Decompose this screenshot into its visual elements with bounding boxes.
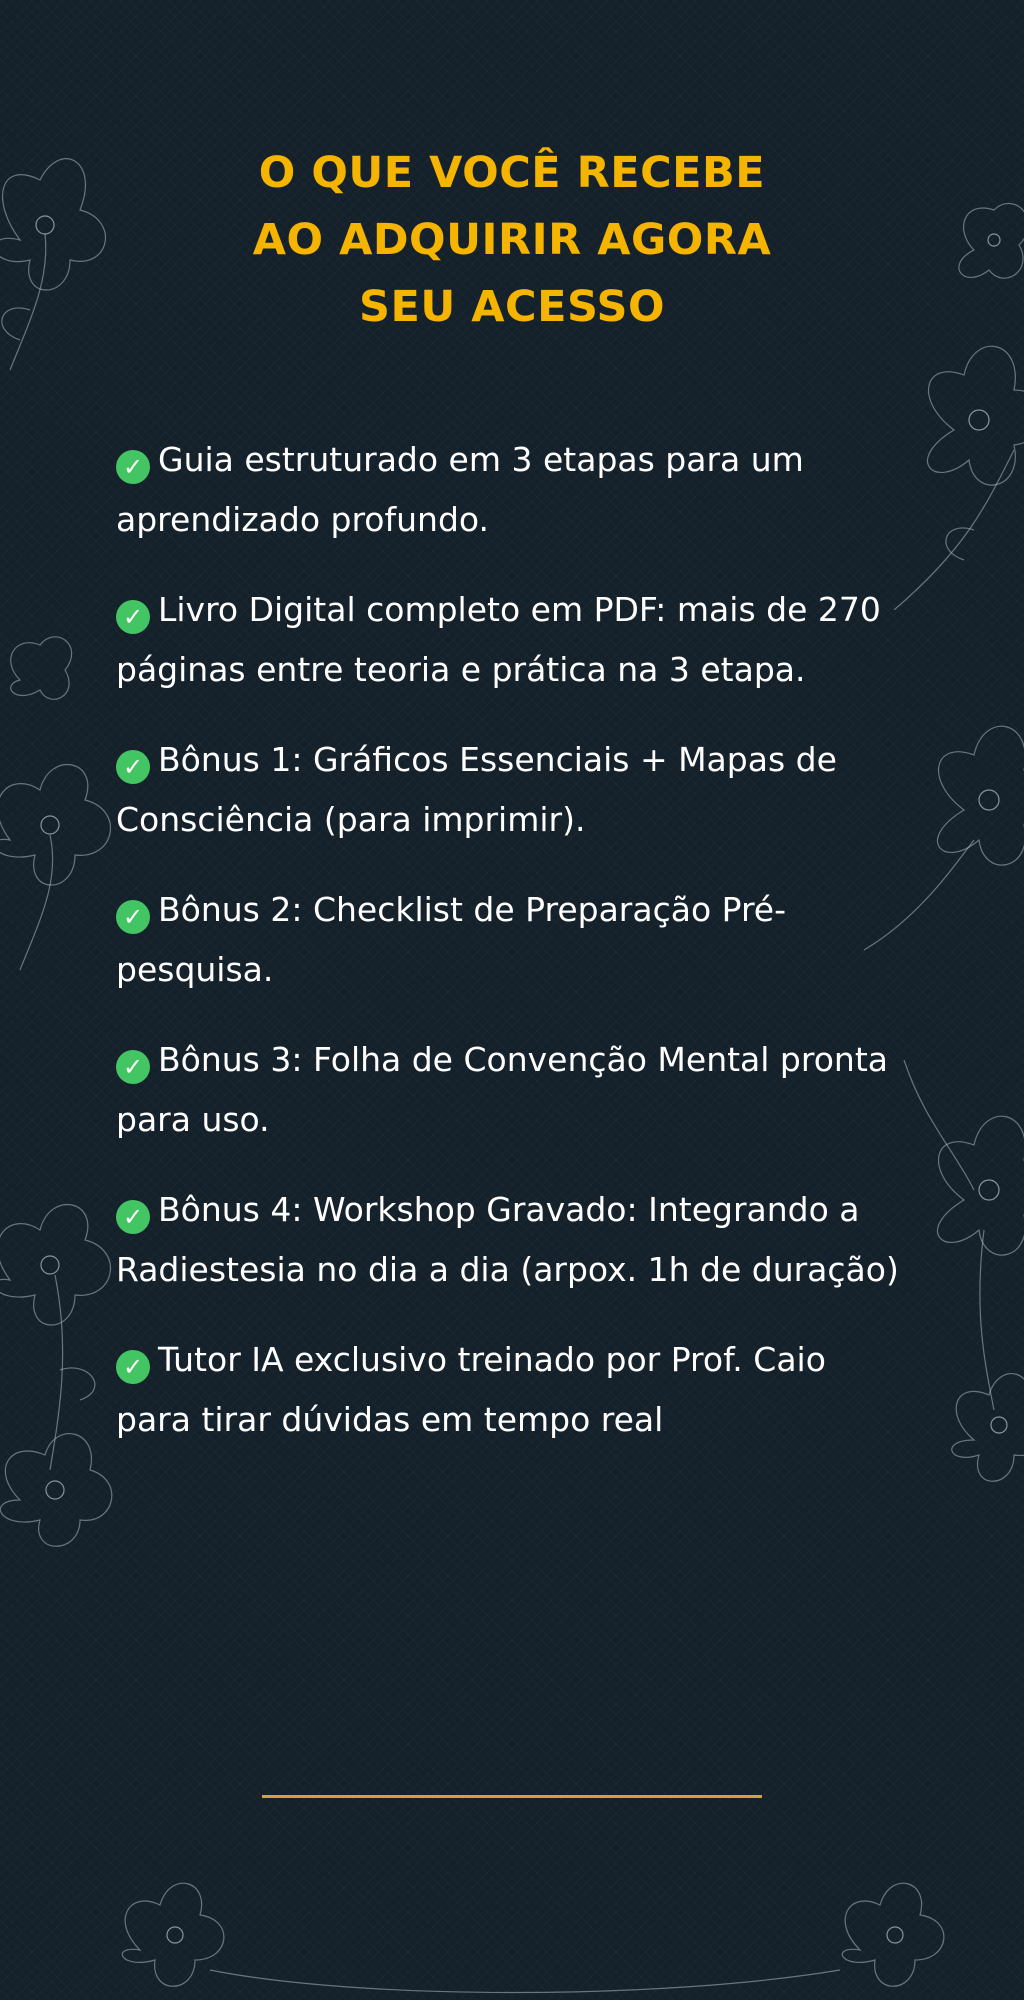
benefit-item xyxy=(116,730,906,850)
benefit-text: Bônus 4: Workshop Gravado: Integrando a Radiestesia no dia a dia (arpox. 1h de duração) xyxy=(116,1190,899,1289)
page-title-line-3: SEU ACESSO xyxy=(359,282,665,332)
check-circle-icon: ✓ xyxy=(116,750,150,784)
check-circle-icon: ✓ xyxy=(116,450,150,484)
check-circle-icon: ✓ xyxy=(116,1050,150,1084)
check-circle-icon: ✓ xyxy=(116,900,150,934)
check-circle-icon: ✓ xyxy=(116,1350,150,1384)
benefit-item xyxy=(116,580,906,700)
page-title-line-2: AO ADQUIRIR AGORA xyxy=(252,215,772,265)
benefits-list xyxy=(116,430,906,1480)
benefit-text: Bônus 2: Checklist de Preparação Pré-pesquisa. xyxy=(116,890,786,989)
benefit-text: Guia estruturado em 3 etapas para um aprendizado profundo. xyxy=(116,440,804,539)
benefit-item xyxy=(116,1330,906,1450)
check-circle-icon: ✓ xyxy=(116,600,150,634)
benefit-item xyxy=(116,1180,906,1300)
benefit-text: Tutor IA exclusivo treinado por Prof. Caio para tirar dúvidas em tempo real xyxy=(116,1340,826,1439)
floral-decoration-left-middle xyxy=(0,620,130,980)
check-circle-icon: ✓ xyxy=(116,1200,150,1234)
benefit-text: Bônus 3: Folha de Convenção Mental pronta para uso. xyxy=(116,1040,888,1139)
section-divider xyxy=(262,1795,762,1798)
page-title-line-1: O QUE VOCÊ RECEBE xyxy=(258,148,766,198)
benefit-item xyxy=(116,430,906,550)
benefit-text: Bônus 1: Gráficos Essenciais + Mapas de Consciência (para imprimir). xyxy=(116,740,837,839)
page-title xyxy=(112,140,912,341)
benefit-item xyxy=(116,1030,906,1150)
benefit-text: Livro Digital completo em PDF: mais de 270 páginas entre teoria e prática na 3 etapa. xyxy=(116,590,881,689)
benefit-item xyxy=(116,880,906,1000)
floral-decoration-bottom xyxy=(60,1860,980,2000)
